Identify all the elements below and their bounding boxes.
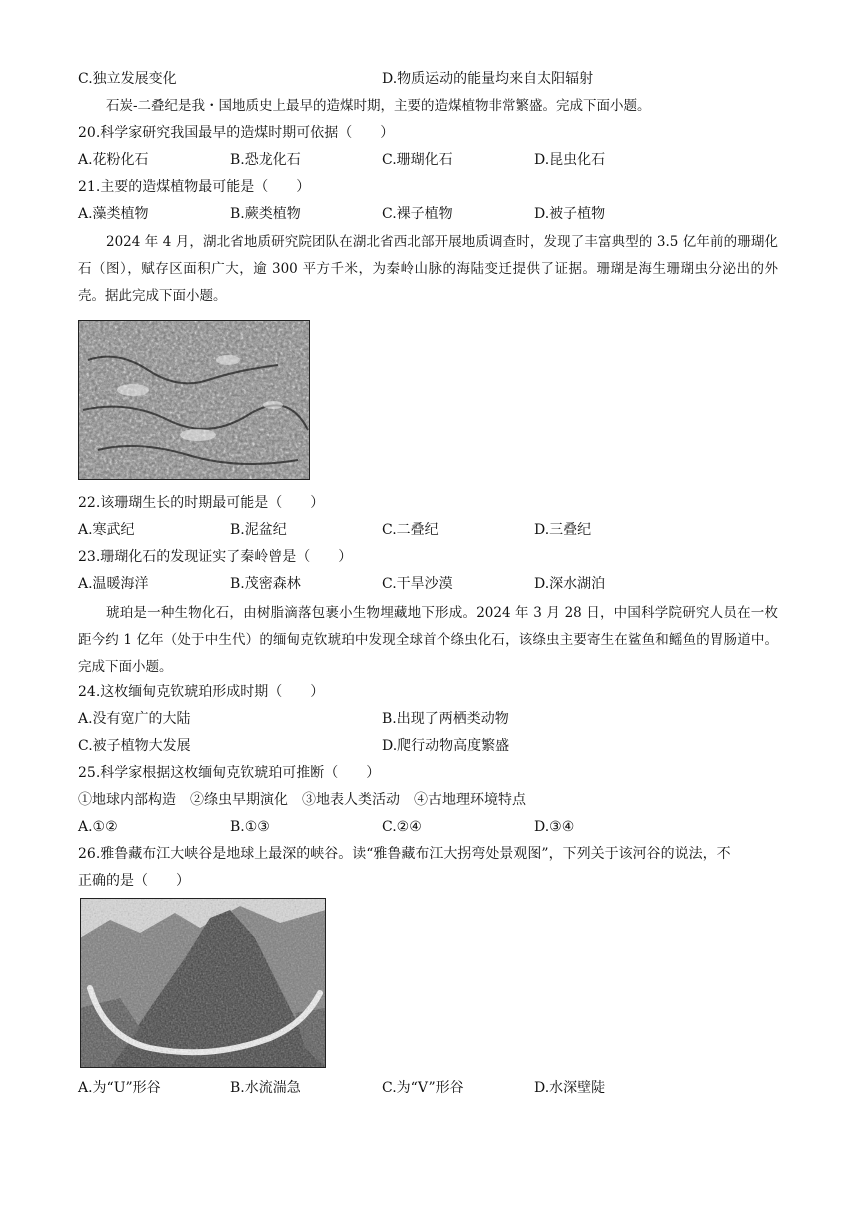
q24-option-b: B.出现了两栖类动物 <box>382 711 509 727</box>
q22-option-d: D.三叠纪 <box>534 522 592 538</box>
q21-options <box>78 205 778 223</box>
q25-option-d: D.③④ <box>534 819 575 835</box>
q23-option-c: C.干旱沙漠 <box>382 576 453 592</box>
q26-stem-line2: 正确的是（ ） <box>78 873 190 889</box>
q26-option-b: B.水流湍急 <box>230 1080 301 1096</box>
q19-options <box>78 70 778 88</box>
q23-stem: 23.珊瑚化石的发现证实了秦岭曾是（ ） <box>78 549 353 565</box>
q20-option-b: B.恐龙化石 <box>230 152 301 168</box>
q23-option-d: D.深水湖泊 <box>534 576 606 592</box>
q26-option-d: D.水深壁陡 <box>534 1080 606 1096</box>
q19-option-c: C.独立发展变化 <box>78 71 177 87</box>
intro-coal: 石炭-二叠纪是我・国地质史上最早的造煤时期，主要的造煤植物非常繁盛。完成下面小题。 <box>106 98 651 114</box>
intro-coral: 2024 年 4 月，湖北省地质研究院团队在湖北省西北部开展地质调查时，发现了丰富典型的 3.5 亿年前的珊瑚化石（图），赋存区面积广大，逾 300 平方千米，为秦岭山脉的海陆变迁提供了证据。珊瑚是海生珊瑚虫分泌出的外壳。据此完成下面小题。 <box>78 234 778 304</box>
q21-option-a: A.藻类植物 <box>78 206 149 222</box>
q24-options-row2 <box>78 737 778 755</box>
q25-options <box>78 818 778 836</box>
q21-option-c: C.裸子植物 <box>382 206 453 222</box>
q22-option-c: C.二叠纪 <box>382 522 439 538</box>
q20-stem: 20.科学家研究我国最早的造煤时期可依据（ ） <box>78 125 395 141</box>
q24-stem: 24.这枚缅甸克钦琥珀形成时期（ ） <box>78 684 325 700</box>
q26-stem-line1: 26.雅鲁藏布江大峡谷是地球上最深的峡谷。读“雅鲁藏布江大拐弯处景观图”，下列关于该河谷的说法，不 <box>78 846 731 862</box>
q22-stem: 22.该珊瑚生长的时期最可能是（ ） <box>78 495 325 511</box>
q25-statements: ①地球内部构造 ②绦虫早期演化 ③地表人类活动 ④古地理环境特点 <box>78 792 526 808</box>
q20-option-d: D.昆虫化石 <box>534 152 606 168</box>
q24-option-a: A.没有宽广的大陆 <box>78 711 191 727</box>
q22-option-a: A.寒武纪 <box>78 522 135 538</box>
yarlung-tsangpo-bend-photo <box>80 898 326 1068</box>
coral-fossil-photo <box>78 320 310 480</box>
q25-option-c: C.②④ <box>382 819 422 835</box>
q20-option-a: A.花粉化石 <box>78 152 149 168</box>
q26-options <box>78 1079 778 1097</box>
intro-amber: 琥珀是一种生物化石，由树脂滴落包裹小生物埋藏地下形成。2024 年 3 月 28 日，中国科学院研究人员在一枚距今约 1 亿年（处于中生代）的缅甸克钦琥珀中发现全球首个绦虫化石，该绦虫主要寄生在鲨鱼和鳐鱼的胃肠道中。完成下面小题。 <box>78 605 778 675</box>
q24-option-d: D.爬行动物高度繁盛 <box>382 738 510 754</box>
q21-option-d: D.被子植物 <box>534 206 606 222</box>
q22-option-b: B.泥盆纪 <box>230 522 287 538</box>
q25-option-a: A.①② <box>78 819 118 835</box>
q26-option-c: C.为“V”形谷 <box>382 1080 464 1096</box>
q22-options <box>78 521 778 539</box>
q26-option-a: A.为“U”形谷 <box>78 1080 161 1096</box>
q21-stem: 21.主要的造煤植物最可能是（ ） <box>78 179 311 195</box>
q25-stem: 25.科学家根据这枚缅甸克钦琥珀可推断（ ） <box>78 765 381 781</box>
q20-options <box>78 151 778 169</box>
q24-option-c: C.被子植物大发展 <box>78 738 191 754</box>
q23-option-a: A.温暖海洋 <box>78 576 149 592</box>
q25-option-b: B.①③ <box>230 819 270 835</box>
q19-option-d: D.物质运动的能量均来自太阳辐射 <box>382 71 594 87</box>
q21-option-b: B.蕨类植物 <box>230 206 301 222</box>
q20-option-c: C.珊瑚化石 <box>382 152 453 168</box>
q23-option-b: B.茂密森林 <box>230 576 301 592</box>
q23-options <box>78 575 778 593</box>
q24-options-row1 <box>78 710 778 728</box>
